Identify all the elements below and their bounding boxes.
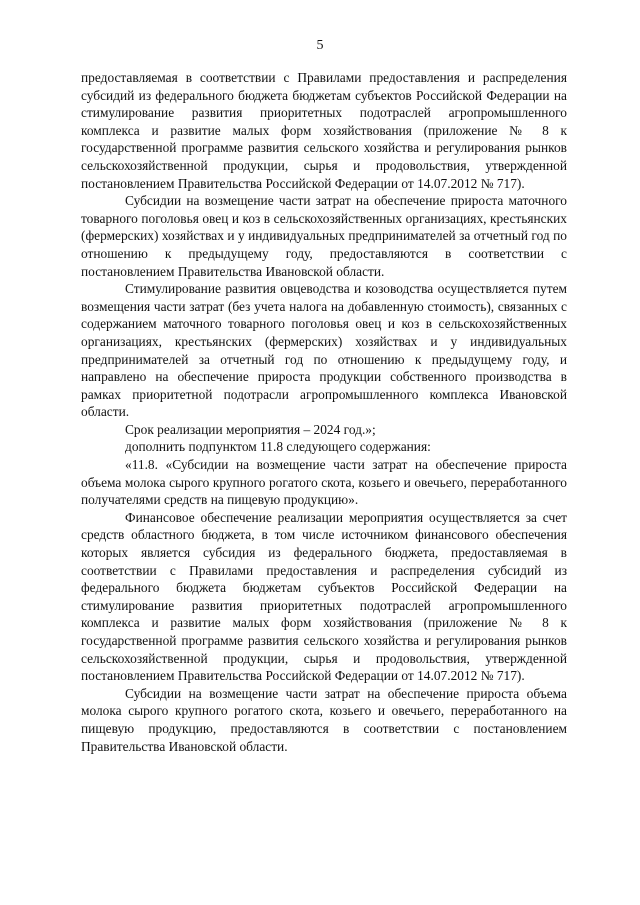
document-body — [81, 69, 567, 755]
paragraph: Срок реализации мероприятия – 2024 год.»; — [125, 421, 376, 437]
paragraph: Стимулирование развития овцеводства и козоводства осуществляется путем возмещения части затрат (без учета налога на добавленную стоимость), связанных с содержанием маточного товарного поголовья овец и коз в сельскохозяйственных организациях, крестьянских (фермерских) хозяйствах и у индивидуальных предпринимателей за отчетный год по отношению к предыдущему году, и направлено на обеспечение прироста продукции собственного производства в рамках приоритетной подотрасли агропромышленного комплекса Ивановской области. — [81, 281, 567, 420]
paragraph: Субсидии на возмещение части затрат на обеспечение прироста объема молока сырого крупного рогатого скота, козьего и овечьего, переработанного на пищевую продукцию, предоставляются в соответствии с постановлением Правительства Ивановской области. — [81, 685, 567, 754]
paragraph: «11.8. «Субсидии на возмещение части затрат на обеспечение прироста объема молока сырого крупного рогатого скота, козьего и овечьего, переработанного получателями средств на пищевую продукцию». — [81, 457, 567, 508]
paragraph: Субсидии на возмещение части затрат на обеспечение прироста маточного товарного поголовья овец и коз в сельскохозяйственных организациях, крестьянских (фермерских) хозяйствах и у индивидуальных предпринимателей за отчетный год по отношению к предыдущему году, предоставляются в соответствии с постановлением Правительства Ивановской области. — [81, 193, 567, 279]
paragraph: предоставляемая в соответствии с Правилами предоставления и распределения субсидий из федерального бюджета бюджетам субъектов Российской Федерации на стимулирование развития приоритетных подотраслей агропромышленного комплекса и развитие малых форм хозяйствования (приложение № 8 к государственной программе развития сельского хозяйства и регулирования рынков сельскохозяйственной продукции, сырья и продовольствия, утвержденной постановлением Правительства Российской Федерации от 14.07.2012 № 717). — [81, 70, 567, 191]
paragraph: Финансовое обеспечение реализации мероприятия осуществляется за счет средств областного бюджета, в том числе источником финансового обеспечения которых является субсидия из федерального бюджета, предоставляемая в соответствии с Правилами предоставления и распределения субсидий из федерального бюджета бюджетам субъектов Российской Федерации на стимулирование развития приоритетных подотраслей агропромышленного комплекса и развитие малых форм хозяйствования (приложение № 8 к государственной программе развития сельского хозяйства и регулирования рынков сельскохозяйственной продукции, сырья и продовольствия, утвержденной постановлением Правительства Российской Федерации от 14.07.2012 № 717). — [81, 509, 567, 684]
paragraph: дополнить подпунктом 11.8 следующего содержания: — [125, 439, 431, 455]
page-number: 5 — [316, 38, 324, 53]
